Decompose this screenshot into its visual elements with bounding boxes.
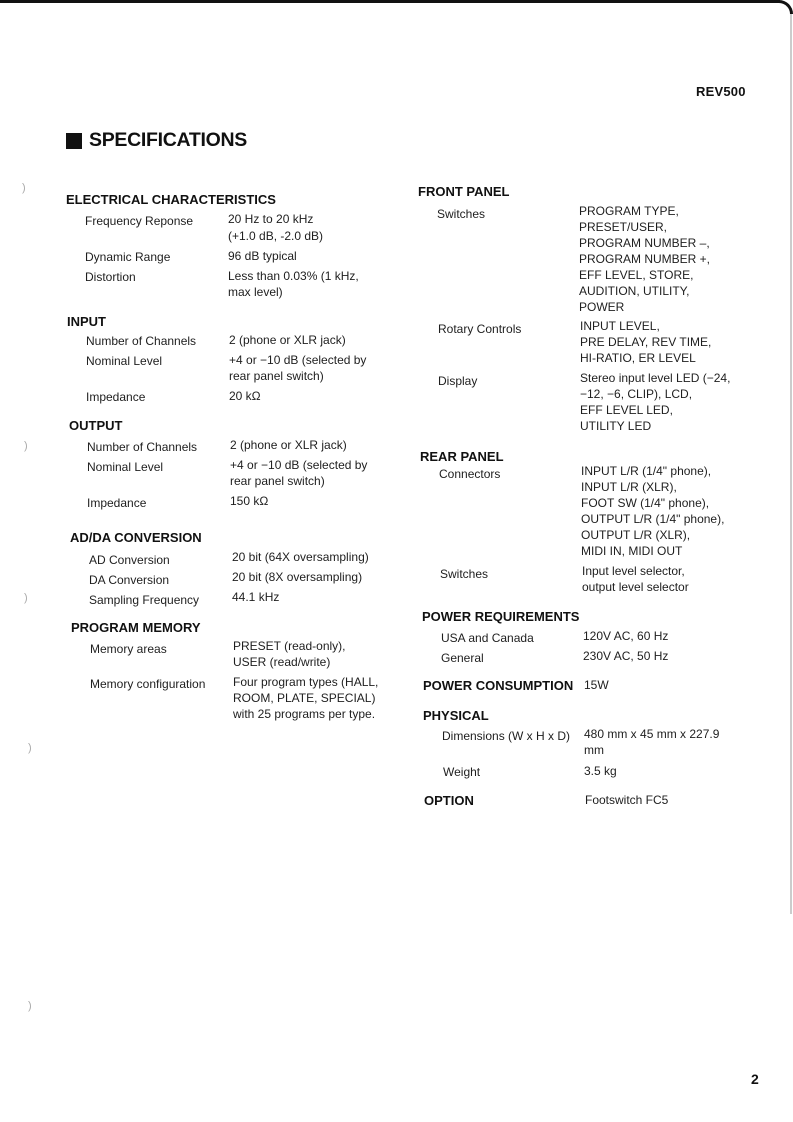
usa-label: USA and Canada: [441, 631, 534, 645]
connectors-value: OUTPUT L/R (XLR),: [581, 528, 691, 542]
input-nominal-value-1: +4 or −10 dB (selected by: [229, 353, 367, 367]
output-nominal-value-1: +4 or −10 dB (selected by: [230, 458, 368, 472]
display-value: EFF LEVEL LED,: [580, 403, 673, 417]
front-switches-value: PROGRAM NUMBER +,: [579, 252, 711, 266]
general-label: General: [441, 651, 484, 665]
rear-panel-heading: REAR PANEL: [420, 449, 504, 464]
rotary-value: PRE DELAY, REV TIME,: [580, 335, 712, 349]
memory-config-value-1: Four program types (HALL,: [233, 675, 379, 689]
input-heading: INPUT: [67, 314, 106, 329]
rotary-label: Rotary Controls: [438, 322, 522, 336]
dynamic-range-value: 96 dB typical: [228, 249, 297, 263]
dimensions-label: Dimensions (W x H x D): [442, 729, 571, 743]
rear-switches-value: output level selector: [582, 580, 689, 594]
output-impedance-label: Impedance: [87, 496, 147, 510]
sampling-value: 44.1 kHz: [232, 590, 280, 604]
display-label: Display: [438, 374, 478, 388]
distortion-label: Distortion: [85, 270, 136, 284]
front-switches-value: POWER: [579, 300, 625, 314]
sampling-label: Sampling Frequency: [89, 593, 200, 607]
physical-heading: PHYSICAL: [423, 708, 489, 723]
top-right-corner: [777, 0, 793, 14]
front-switches-value: AUDITION, UTILITY,: [579, 284, 690, 298]
dimensions-value-2: mm: [584, 743, 604, 757]
adda-heading: AD/DA CONVERSION: [70, 530, 202, 545]
page-title-text: SPECIFICATIONS: [89, 129, 247, 151]
display-value: UTILITY LED: [580, 419, 652, 433]
ad-conversion-label: AD Conversion: [89, 553, 170, 567]
scan-mark: ): [28, 1000, 32, 1012]
output-nominal-value-2: rear panel switch): [230, 474, 325, 488]
output-heading: OUTPUT: [69, 418, 123, 433]
top-border-line: [0, 0, 780, 3]
power-consumption-heading: POWER CONSUMPTION: [423, 678, 574, 693]
da-conversion-value: 20 bit (8X oversampling): [232, 570, 363, 584]
scan-mark: ): [22, 182, 26, 194]
memory-config-label: Memory configuration: [90, 677, 206, 691]
front-switches-value: PRESET/USER,: [579, 220, 668, 234]
power-req-heading: POWER REQUIREMENTS: [422, 609, 580, 624]
freq-value-1: 20 Hz to 20 kHz: [228, 212, 314, 226]
display-value: −12, −6, CLIP), LCD,: [580, 387, 693, 401]
general-value: 230V AC, 50 Hz: [583, 649, 669, 663]
input-nominal-value-2: rear panel switch): [229, 369, 324, 383]
output-impedance-value: 150 kΩ: [230, 494, 269, 508]
weight-label: Weight: [443, 765, 481, 779]
scan-mark: ): [28, 742, 32, 754]
display-value: Stereo input level LED (−24,: [580, 371, 731, 385]
connectors-value: OUTPUT L/R (1/4" phone),: [581, 512, 725, 526]
ad-conversion-value: 20 bit (64X oversampling): [232, 550, 369, 564]
page-title: [66, 129, 247, 152]
freq-label: Frequency Reponse: [85, 214, 194, 228]
input-channels-value: 2 (phone or XLR jack): [229, 333, 346, 347]
connectors-label: Connectors: [439, 467, 501, 481]
rotary-value: INPUT LEVEL,: [580, 319, 660, 333]
memory-areas-value-1: PRESET (read-only),: [233, 639, 346, 653]
electrical-heading: ELECTRICAL CHARACTERISTICS: [66, 192, 276, 207]
connectors-value: INPUT L/R (XLR),: [581, 480, 677, 494]
input-nominal-label: Nominal Level: [86, 354, 163, 368]
output-nominal-label: Nominal Level: [87, 460, 164, 474]
memory-areas-value-2: USER (read/write): [233, 655, 331, 669]
scan-mark: ): [24, 440, 28, 452]
square-bullet-icon: [66, 133, 82, 149]
output-channels-value: 2 (phone or XLR jack): [230, 438, 347, 452]
output-channels-label: Number of Channels: [87, 440, 198, 454]
connectors-value: INPUT L/R (1/4" phone),: [581, 464, 712, 478]
page-number: 2: [751, 1071, 759, 1087]
scan-mark: ): [24, 592, 28, 604]
input-channels-label: Number of Channels: [86, 334, 197, 348]
rotary-value: HI-RATIO, ER LEVEL: [580, 351, 696, 365]
distortion-value-1: Less than 0.03% (1 kHz,: [228, 269, 359, 283]
freq-value-2: (+1.0 dB, -2.0 dB): [228, 229, 324, 243]
power-consumption-value: 15W: [584, 678, 609, 692]
input-impedance-value: 20 kΩ: [229, 389, 261, 403]
input-impedance-label: Impedance: [86, 390, 146, 404]
front-switches-value: PROGRAM NUMBER –,: [579, 236, 710, 250]
memory-areas-label: Memory areas: [90, 642, 167, 656]
front-panel-heading: FRONT PANEL: [418, 184, 510, 199]
front-switches-label: Switches: [437, 207, 486, 221]
usa-value: 120V AC, 60 Hz: [583, 629, 669, 643]
distortion-value-2: max level): [228, 285, 283, 299]
right-edge-line: [790, 14, 792, 914]
model-name: REV500: [696, 84, 746, 99]
dimensions-value-1: 480 mm x 45 mm x 227.9: [584, 727, 720, 741]
connectors-value: FOOT SW (1/4" phone),: [581, 496, 710, 510]
memory-config-value-3: with 25 programs per type.: [233, 707, 376, 721]
option-heading: OPTION: [424, 793, 474, 808]
front-switches-value: EFF LEVEL, STORE,: [579, 268, 694, 282]
weight-value: 3.5 kg: [584, 764, 617, 778]
option-value: Footswitch FC5: [585, 793, 669, 807]
rear-switches-value: Input level selector,: [582, 564, 685, 578]
connectors-value: MIDI IN, MIDI OUT: [581, 544, 683, 558]
front-switches-value: PROGRAM TYPE,: [579, 204, 679, 218]
memory-config-value-2: ROOM, PLATE, SPECIAL): [233, 691, 376, 705]
rear-switches-label: Switches: [440, 567, 489, 581]
da-conversion-label: DA Conversion: [89, 573, 170, 587]
memory-heading: PROGRAM MEMORY: [71, 620, 201, 635]
dynamic-range-label: Dynamic Range: [85, 250, 171, 264]
